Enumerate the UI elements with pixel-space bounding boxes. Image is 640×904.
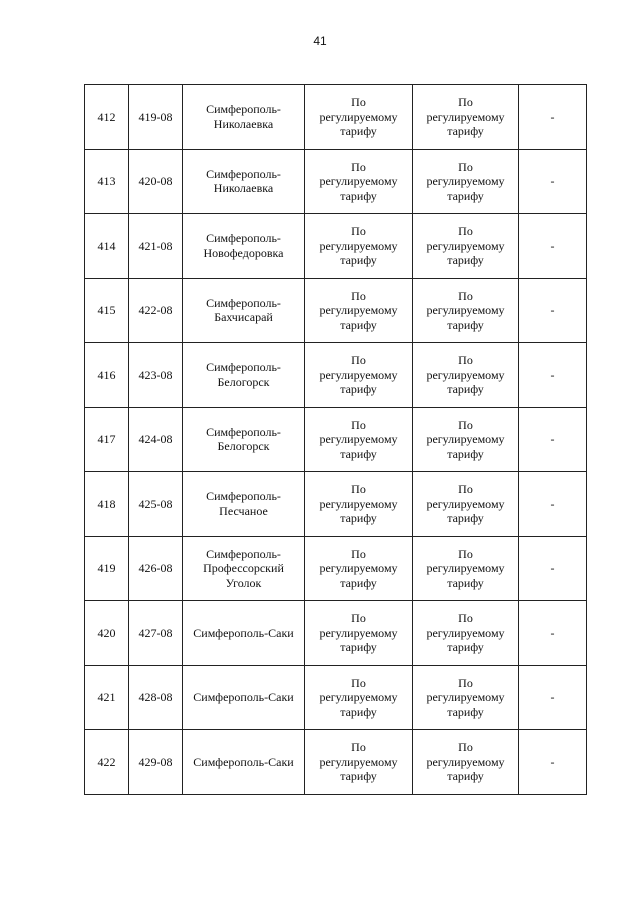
- tariff-a-cell: [305, 536, 413, 601]
- tariff-b-cell-text: По регулируемому тарифу: [426, 95, 505, 138]
- tariff-a-cell-text: По регулируемому тарифу: [319, 417, 398, 461]
- route-code-cell: [129, 149, 183, 214]
- tariff-b-cell: [413, 601, 519, 666]
- route-code-cell: [129, 407, 183, 472]
- tariff-b-cell-text: По регулируемому тарифу: [426, 159, 505, 203]
- tariff-a-cell-text: По регулируемому тарифу: [319, 95, 398, 138]
- tariff-a-cell-text: По регулируемому тарифу: [319, 482, 398, 525]
- table-row: [85, 214, 587, 279]
- tariff-b-cell: [413, 278, 519, 343]
- route-code-cell-text: 420-08: [138, 174, 173, 188]
- route-name-cell-text: Симферополь- Новофедоровка: [203, 231, 284, 260]
- tariff-b-cell: [413, 472, 519, 537]
- tariff-a-cell-text: По регулируемому тарифу: [319, 224, 398, 267]
- route-number-cell: [85, 536, 129, 601]
- route-name-cell: [183, 472, 305, 537]
- route-name-cell: [183, 343, 305, 408]
- route-number-cell-text: 413: [97, 174, 116, 188]
- tariff-b-cell-text: По регулируемому тарифу: [426, 353, 505, 396]
- page-number: 41: [313, 34, 327, 48]
- tariff-b-cell: [413, 343, 519, 408]
- route-code-cell: [129, 665, 183, 730]
- tariff-b-cell: [413, 730, 519, 795]
- note-cell: [519, 278, 587, 343]
- tariff-b-cell: [413, 407, 519, 472]
- route-number-cell-text: 422: [97, 754, 116, 769]
- route-number-cell: [85, 472, 129, 537]
- note-cell-text: -: [550, 754, 555, 769]
- table-row: [85, 149, 587, 214]
- note-cell-text: -: [550, 496, 555, 511]
- route-name-cell-text: Симферополь- Бахчисарай: [206, 295, 281, 325]
- route-name-cell: [183, 278, 305, 343]
- route-code-cell-text: 429-08: [138, 754, 173, 769]
- route-number-cell-text: 420: [97, 625, 116, 640]
- route-number-cell-text: 421: [97, 690, 116, 704]
- tariff-b-cell-text: По регулируемому тарифу: [426, 224, 505, 267]
- route-number-cell: [85, 601, 129, 666]
- route-number-cell-text: 416: [97, 367, 116, 382]
- route-name-cell-text: Симферополь-Саки: [193, 625, 294, 640]
- route-code-cell: [129, 730, 183, 795]
- route-code-cell: [129, 536, 183, 601]
- route-code-cell: [129, 278, 183, 343]
- note-cell-text: -: [550, 690, 555, 704]
- tariff-b-cell-text: По регулируемому тарифу: [426, 482, 505, 525]
- note-cell: [519, 665, 587, 730]
- table-row: [85, 601, 587, 666]
- route-number-cell: [85, 343, 129, 408]
- note-cell: [519, 214, 587, 279]
- tariff-b-cell: [413, 85, 519, 150]
- tariff-a-cell: [305, 665, 413, 730]
- tariff-a-cell-text: По регулируемому тарифу: [319, 611, 398, 654]
- tariff-a-cell: [305, 278, 413, 343]
- routes-table-body: [85, 85, 587, 795]
- route-name-cell-text: Симферополь- Профессорский Уголок: [203, 546, 284, 590]
- route-code-cell: [129, 472, 183, 537]
- route-number-cell-text: 418: [97, 496, 116, 511]
- table-row: [85, 343, 587, 408]
- tariff-b-cell-text: По регулируемому тарифу: [426, 546, 505, 590]
- note-cell: [519, 407, 587, 472]
- note-cell-text: -: [550, 109, 555, 124]
- note-cell-text: -: [550, 174, 555, 188]
- route-number-cell: [85, 730, 129, 795]
- tariff-a-cell: [305, 730, 413, 795]
- tariff-a-cell: [305, 407, 413, 472]
- note-cell-text: -: [550, 303, 555, 317]
- route-name-cell-text: Симферополь-Саки: [193, 754, 294, 769]
- route-code-cell-text: 421-08: [138, 238, 173, 253]
- note-cell: [519, 536, 587, 601]
- note-cell-text: -: [550, 367, 555, 382]
- route-name-cell: [183, 536, 305, 601]
- tariff-a-cell: [305, 214, 413, 279]
- route-name-cell-text: Симферополь- Николаевка: [206, 102, 281, 131]
- tariff-a-cell-text: По регулируемому тарифу: [319, 159, 398, 203]
- note-cell: [519, 85, 587, 150]
- route-number-cell-text: 412: [97, 109, 116, 124]
- tariff-b-cell-text: По регулируемому тарифу: [426, 611, 505, 654]
- route-number-cell: [85, 665, 129, 730]
- route-name-cell-text: Симферополь- Песчаное: [206, 489, 281, 518]
- tariff-a-cell: [305, 601, 413, 666]
- note-cell: [519, 472, 587, 537]
- route-code-cell-text: 424-08: [138, 432, 173, 446]
- route-number-cell: [85, 149, 129, 214]
- route-name-cell: [183, 85, 305, 150]
- tariff-a-cell-text: По регулируемому тарифу: [319, 546, 398, 590]
- tariff-b-cell-text: По регулируемому тарифу: [426, 675, 505, 719]
- route-number-cell: [85, 278, 129, 343]
- tariff-b-cell: [413, 665, 519, 730]
- table-row: [85, 665, 587, 730]
- route-number-cell: [85, 85, 129, 150]
- tariff-b-cell: [413, 214, 519, 279]
- note-cell: [519, 601, 587, 666]
- note-cell: [519, 730, 587, 795]
- note-cell-text: -: [550, 238, 555, 253]
- tariff-a-cell-text: По регулируемому тарифу: [319, 353, 398, 396]
- route-name-cell-text: Симферополь- Николаевка: [206, 166, 281, 196]
- tariff-a-cell: [305, 472, 413, 537]
- route-code-cell-text: 419-08: [138, 109, 173, 124]
- table-row: [85, 472, 587, 537]
- route-name-cell: [183, 407, 305, 472]
- route-code-cell: [129, 214, 183, 279]
- tariff-a-cell-text: По регулируемому тарифу: [319, 675, 398, 719]
- route-number-cell: [85, 407, 129, 472]
- note-cell: [519, 149, 587, 214]
- route-name-cell: [183, 601, 305, 666]
- route-number-cell-text: 417: [97, 432, 116, 446]
- tariff-a-cell: [305, 149, 413, 214]
- route-code-cell-text: 425-08: [138, 496, 173, 511]
- route-code-cell: [129, 601, 183, 666]
- route-number-cell-text: 415: [97, 303, 116, 317]
- table-row: [85, 278, 587, 343]
- tariff-a-cell: [305, 85, 413, 150]
- tariff-a-cell-text: По регулируемому тарифу: [319, 288, 398, 332]
- tariff-a-cell-text: По регулируемому тарифу: [319, 740, 398, 783]
- route-name-cell: [183, 149, 305, 214]
- route-name-cell-text: Симферополь- Белогорск: [206, 424, 281, 454]
- tariff-b-cell-text: По регулируемому тарифу: [426, 288, 505, 332]
- tariff-a-cell: [305, 343, 413, 408]
- table-row: [85, 536, 587, 601]
- route-code-cell-text: 423-08: [138, 367, 173, 382]
- route-name-cell: [183, 665, 305, 730]
- route-code-cell-text: 427-08: [138, 625, 173, 640]
- table-row: [85, 85, 587, 150]
- route-code-cell-text: 428-08: [138, 690, 173, 704]
- tariff-b-cell-text: По регулируемому тарифу: [426, 740, 505, 783]
- tariff-b-cell: [413, 149, 519, 214]
- routes-table: [84, 84, 587, 795]
- route-name-cell-text: Симферополь- Белогорск: [206, 360, 281, 389]
- route-number-cell-text: 414: [97, 238, 116, 253]
- note-cell-text: -: [550, 432, 555, 446]
- route-number-cell: [85, 214, 129, 279]
- table-row: [85, 407, 587, 472]
- route-number-cell-text: 419: [97, 561, 116, 575]
- route-code-cell-text: 422-08: [138, 303, 173, 317]
- route-code-cell-text: 426-08: [138, 561, 173, 575]
- route-name-cell: [183, 214, 305, 279]
- route-name-cell-text: Симферополь-Саки: [193, 690, 294, 704]
- note-cell: [519, 343, 587, 408]
- route-code-cell: [129, 85, 183, 150]
- route-code-cell: [129, 343, 183, 408]
- table-row: [85, 730, 587, 795]
- route-name-cell: [183, 730, 305, 795]
- tariff-b-cell-text: По регулируемому тарифу: [426, 417, 505, 461]
- note-cell-text: -: [550, 625, 555, 640]
- note-cell-text: -: [550, 561, 555, 575]
- tariff-b-cell: [413, 536, 519, 601]
